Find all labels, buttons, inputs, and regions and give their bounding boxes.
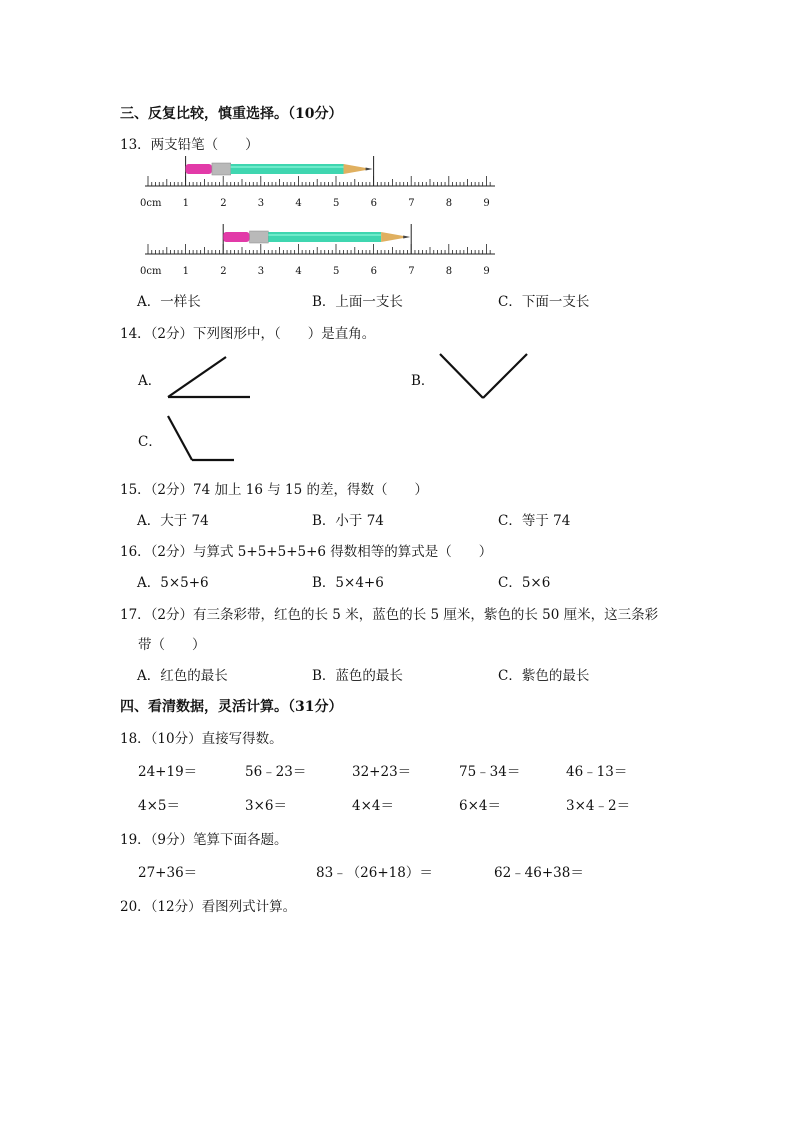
q18-item: 56﹣23＝ — [245, 764, 307, 780]
q14-label-a[interactable]: A． — [138, 373, 162, 389]
question-20-stem: 20．（12分）看图列式计算。 — [120, 899, 297, 915]
ruler-tick-label: 5 — [333, 266, 340, 277]
pencil-body — [268, 232, 381, 242]
q19-item: 27+36＝ — [138, 865, 198, 881]
q15-option-c[interactable]: C．等于 74 — [498, 513, 571, 529]
ruler-tick-label: 1 — [182, 198, 189, 209]
question-18-stem: 18．（10分）直接写得数。 — [120, 731, 283, 747]
ruler-tick-label: 3 — [257, 266, 265, 277]
section-3-title: 三、反复比较，慎重选择。（10分） — [120, 106, 343, 122]
q19-item: 83﹣（26+18）＝ — [316, 865, 433, 881]
ruler-tick-label: 2 — [220, 198, 227, 209]
q18-item: 4×4＝ — [352, 798, 394, 814]
q18-item: 32+23＝ — [352, 764, 412, 780]
ruler-tick-label: 3 — [257, 198, 265, 209]
pencil-ferrule — [212, 163, 231, 175]
section-4-title: 四、看清数据，灵活计算。（31分） — [120, 699, 343, 715]
question-14-stem: 14．（2分）下列图形中，（ ）是直角。 — [120, 326, 376, 342]
q18-item: 4×5＝ — [138, 798, 180, 814]
angle-b-figure — [435, 347, 535, 405]
q17-option-c[interactable]: C．紫色的最长 — [498, 668, 590, 684]
ruler-tick-label: 9 — [483, 266, 490, 277]
q16-option-c[interactable]: C．5×6 — [498, 575, 551, 591]
ruler-tick-label: 1 — [182, 266, 189, 277]
angle-a-figure — [162, 350, 254, 404]
q13-option-c[interactable]: C．下面一支长 — [498, 294, 590, 310]
ruler-tick-label: 9 — [483, 198, 490, 209]
q18-item: 46﹣13＝ — [566, 764, 628, 780]
pencil-body — [231, 164, 344, 174]
question-13-stem: 13．两支铅笔（ ） — [120, 137, 259, 153]
q17-option-b[interactable]: B．蓝色的最长 — [312, 668, 403, 684]
ruler-tick-label: 0cm — [140, 266, 162, 277]
q14-label-c[interactable]: C． — [138, 434, 162, 450]
q18-item: 3×4﹣2＝ — [566, 798, 631, 814]
ruler-tick-label: 7 — [408, 198, 415, 209]
ruler-tick-label: 6 — [370, 198, 377, 209]
q13-option-a[interactable]: A．一样长 — [137, 294, 201, 310]
ruler-tick-label: 4 — [295, 266, 302, 277]
q18-item: 6×4＝ — [459, 798, 501, 814]
question-16-stem: 16．（2分）与算式 5+5+5+5+6 得数相等的算式是（ ） — [120, 544, 493, 560]
q19-item: 62﹣46+38＝ — [494, 865, 584, 881]
ruler-1 — [137, 158, 499, 210]
q16-option-a[interactable]: A．5×5+6 — [137, 575, 209, 591]
question-15-stem: 15．（2分）74 加上 16 与 15 的差，得数（ ） — [120, 482, 429, 498]
q18-item: 24+19＝ — [138, 764, 198, 780]
ruler-2 — [137, 226, 499, 282]
ruler-tick-label: 5 — [333, 198, 340, 209]
q15-option-a[interactable]: A．大于 74 — [137, 513, 209, 529]
q14-label-b[interactable]: B． — [411, 373, 435, 389]
ruler-tick-label: 8 — [445, 198, 453, 209]
question-19-stem: 19．（9分）笔算下面各题。 — [120, 832, 288, 848]
q18-item: 3×6＝ — [245, 798, 287, 814]
ruler-tick-label: 2 — [220, 266, 227, 277]
ruler-tick-label: 0cm — [140, 198, 162, 209]
pencil-ferrule — [250, 231, 269, 243]
angle-c-figure — [162, 412, 238, 468]
ruler-tick-label: 8 — [445, 266, 453, 277]
q16-option-b[interactable]: B．5×4+6 — [312, 575, 384, 591]
question-17-stem-line1: 17．（2分）有三条彩带，红色的长 5 米，蓝色的长 5 厘米，紫色的长 50 厘米，这三条彩 — [120, 607, 659, 623]
pencil-eraser — [186, 164, 212, 174]
ruler-tick-label: 7 — [408, 266, 415, 277]
q15-option-b[interactable]: B．小于 74 — [312, 513, 384, 529]
ruler-tick-label: 4 — [295, 198, 302, 209]
pencil-eraser — [223, 232, 249, 242]
q13-option-b[interactable]: B．上面一支长 — [312, 294, 403, 310]
q18-item: 75﹣34＝ — [459, 764, 521, 780]
ruler-tick-label: 6 — [370, 266, 377, 277]
question-17-stem-line2: 带（ ） — [138, 637, 206, 653]
q17-option-a[interactable]: A．红色的最长 — [137, 668, 228, 684]
